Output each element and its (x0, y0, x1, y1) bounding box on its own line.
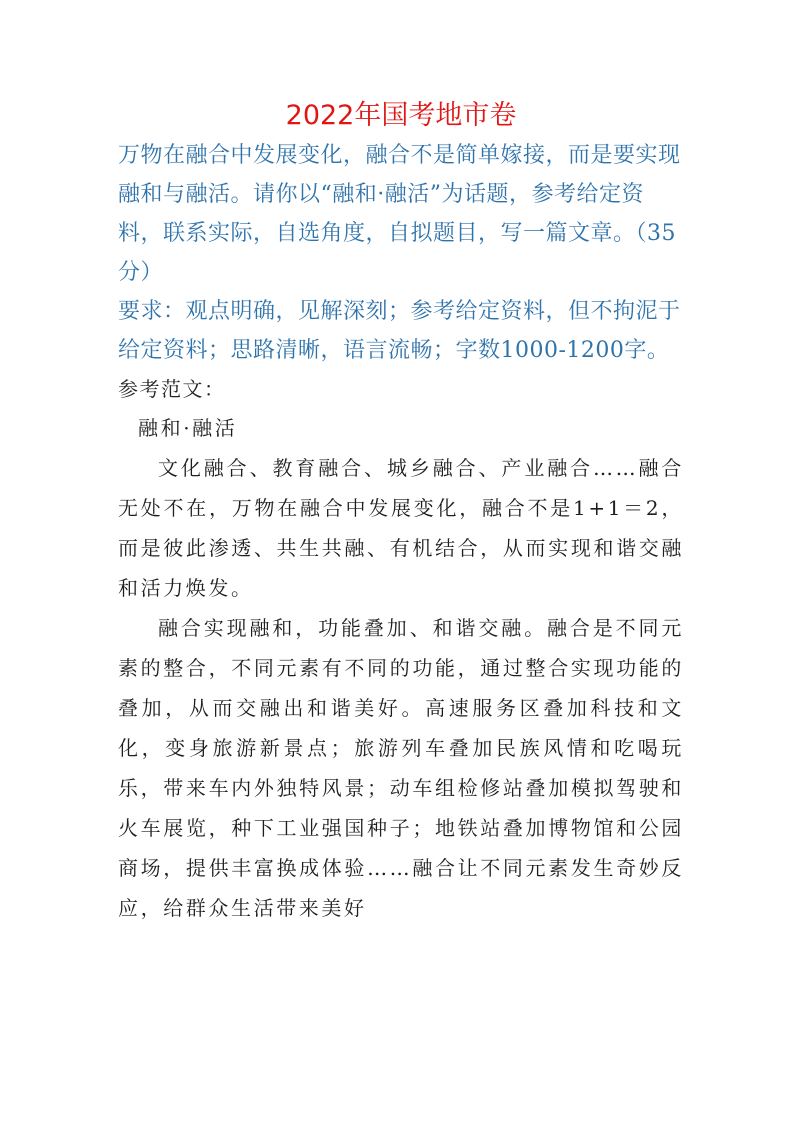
document-page (118, 96, 684, 928)
essay-prompt (118, 136, 684, 370)
prompt-question: 万物在融合中发展变化，融合不是简单嫁接，而是要实现融和与融活。请你以“融和·融活”为话题，参考给定资料，联系实际，自选角度，自拟题目，写一篇文章。（35分） (118, 143, 681, 285)
prompt-requirements: 要求：观点明确，见解深刻；参考给定资料，但不拘泥于给定资料；思路清晰，语言流畅；字数1000-1200字。 (118, 299, 681, 363)
reference-essay (118, 408, 684, 928)
essay-paragraph: 文化融合、教育融合、城乡融合、产业融合……融合无处不在，万物在融合中发展变化，融合不是1+1＝2，而是彼此渗透、共生共融、有机结合，从而实现和谐交融和活力焕发。 (118, 456, 684, 600)
essay-paragraph: 融合实现融和，功能叠加、和谐交融。融合是不同元素的整合，不同元素有不同的功能，通过整合实现功能的叠加，从而交融出和谐美好。高速服务区叠加科技和文化，变身旅游新景点；旅游列车叠加民族风情和吃喝玩乐，带来车内外独特风景；动车组检修站叠加模拟驾驶和火车展览，种下工业强国种子；地铁站叠加博物馆和公园商场，提供丰富换成体验……融合让不同元素发生奇妙反应，给群众生活带来美好 (118, 616, 684, 920)
essay-title: 融和·融活 (138, 416, 238, 440)
reference-essay-label: 参考范文： (118, 377, 226, 401)
document-title: 2022年国考地市卷 (285, 100, 517, 131)
